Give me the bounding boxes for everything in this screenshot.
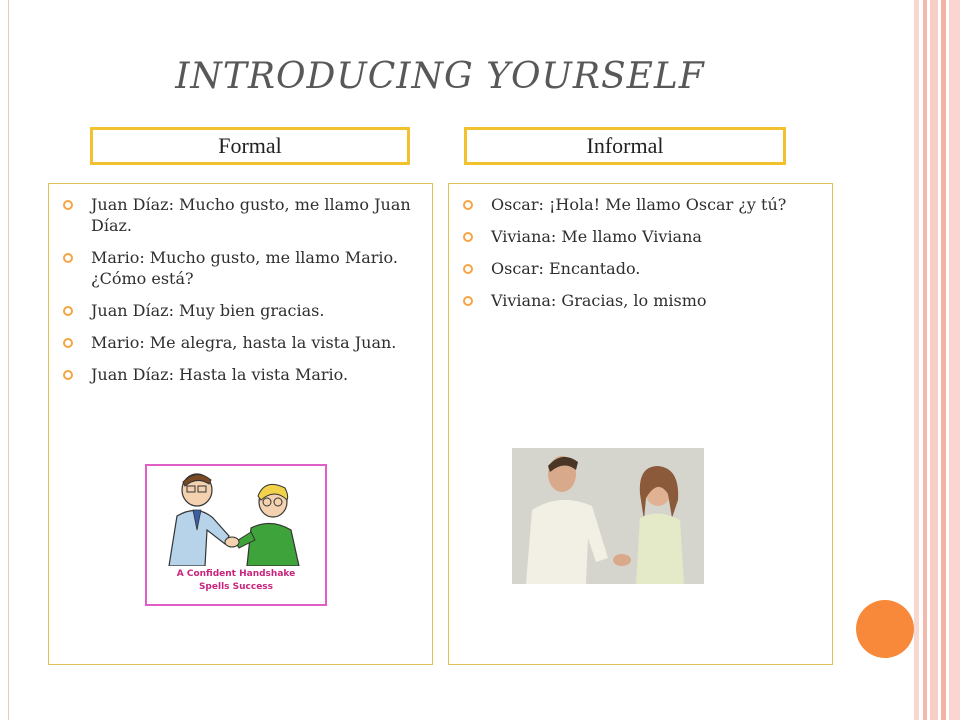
dialogue-line: Mario: Mucho gusto, me llamo Mario. ¿Cómo está? <box>91 248 398 288</box>
handshake-icon <box>147 466 325 566</box>
formal-panel <box>48 183 433 665</box>
dialogue-line: Juan Díaz: Hasta la vista Mario. <box>91 365 349 384</box>
list-item <box>463 290 818 311</box>
bullet-icon <box>463 264 473 274</box>
bullet-icon <box>63 338 73 348</box>
formal-heading <box>90 127 410 165</box>
decorative-circle <box>856 600 914 658</box>
list-item <box>63 194 413 236</box>
caption-line: Spells Success <box>198 582 274 592</box>
bullet-icon <box>463 200 473 210</box>
informal-panel <box>448 183 833 665</box>
dialogue-line: Oscar: Encantado. <box>491 259 641 278</box>
list-item <box>463 194 818 215</box>
left-margin-rule <box>8 0 9 720</box>
dialogue-line: Viviana: Me llamo Viviana <box>491 227 702 246</box>
bullet-icon <box>63 370 73 380</box>
people-greeting-icon <box>512 448 704 584</box>
bullet-icon <box>63 253 73 263</box>
list-item <box>63 247 413 289</box>
dialogue-line: Mario: Me alegra, hasta la vista Juan. <box>91 333 397 352</box>
informal-heading <box>464 127 786 165</box>
caption-line: A Confident Handshake <box>176 569 296 579</box>
bullet-icon <box>463 296 473 306</box>
list-item <box>63 332 413 353</box>
informal-dialogue-list <box>463 194 818 322</box>
decorative-stripes <box>914 0 960 720</box>
list-item <box>463 258 818 279</box>
list-item <box>463 226 818 247</box>
greeting-photo <box>512 448 704 584</box>
formal-heading-label: Formal <box>218 133 282 158</box>
bullet-icon <box>63 306 73 316</box>
list-item <box>63 364 413 385</box>
dialogue-line: Oscar: ¡Hola! Me llamo Oscar ¿y tú? <box>491 195 787 214</box>
formal-dialogue-list <box>63 194 413 396</box>
dialogue-line: Viviana: Gracias, lo mismo <box>491 291 707 310</box>
handshake-illustration <box>145 464 327 606</box>
dialogue-line: Juan Díaz: Mucho gusto, me llamo Juan Díaz. <box>91 195 411 235</box>
slide-title: INTRODUCING YOURSELF <box>175 56 705 97</box>
bullet-icon <box>463 232 473 242</box>
list-item <box>63 300 413 321</box>
illustration-caption <box>147 568 325 594</box>
bullet-icon <box>63 200 73 210</box>
informal-heading-label: Informal <box>586 133 664 158</box>
dialogue-line: Juan Díaz: Muy bien gracias. <box>91 301 325 320</box>
